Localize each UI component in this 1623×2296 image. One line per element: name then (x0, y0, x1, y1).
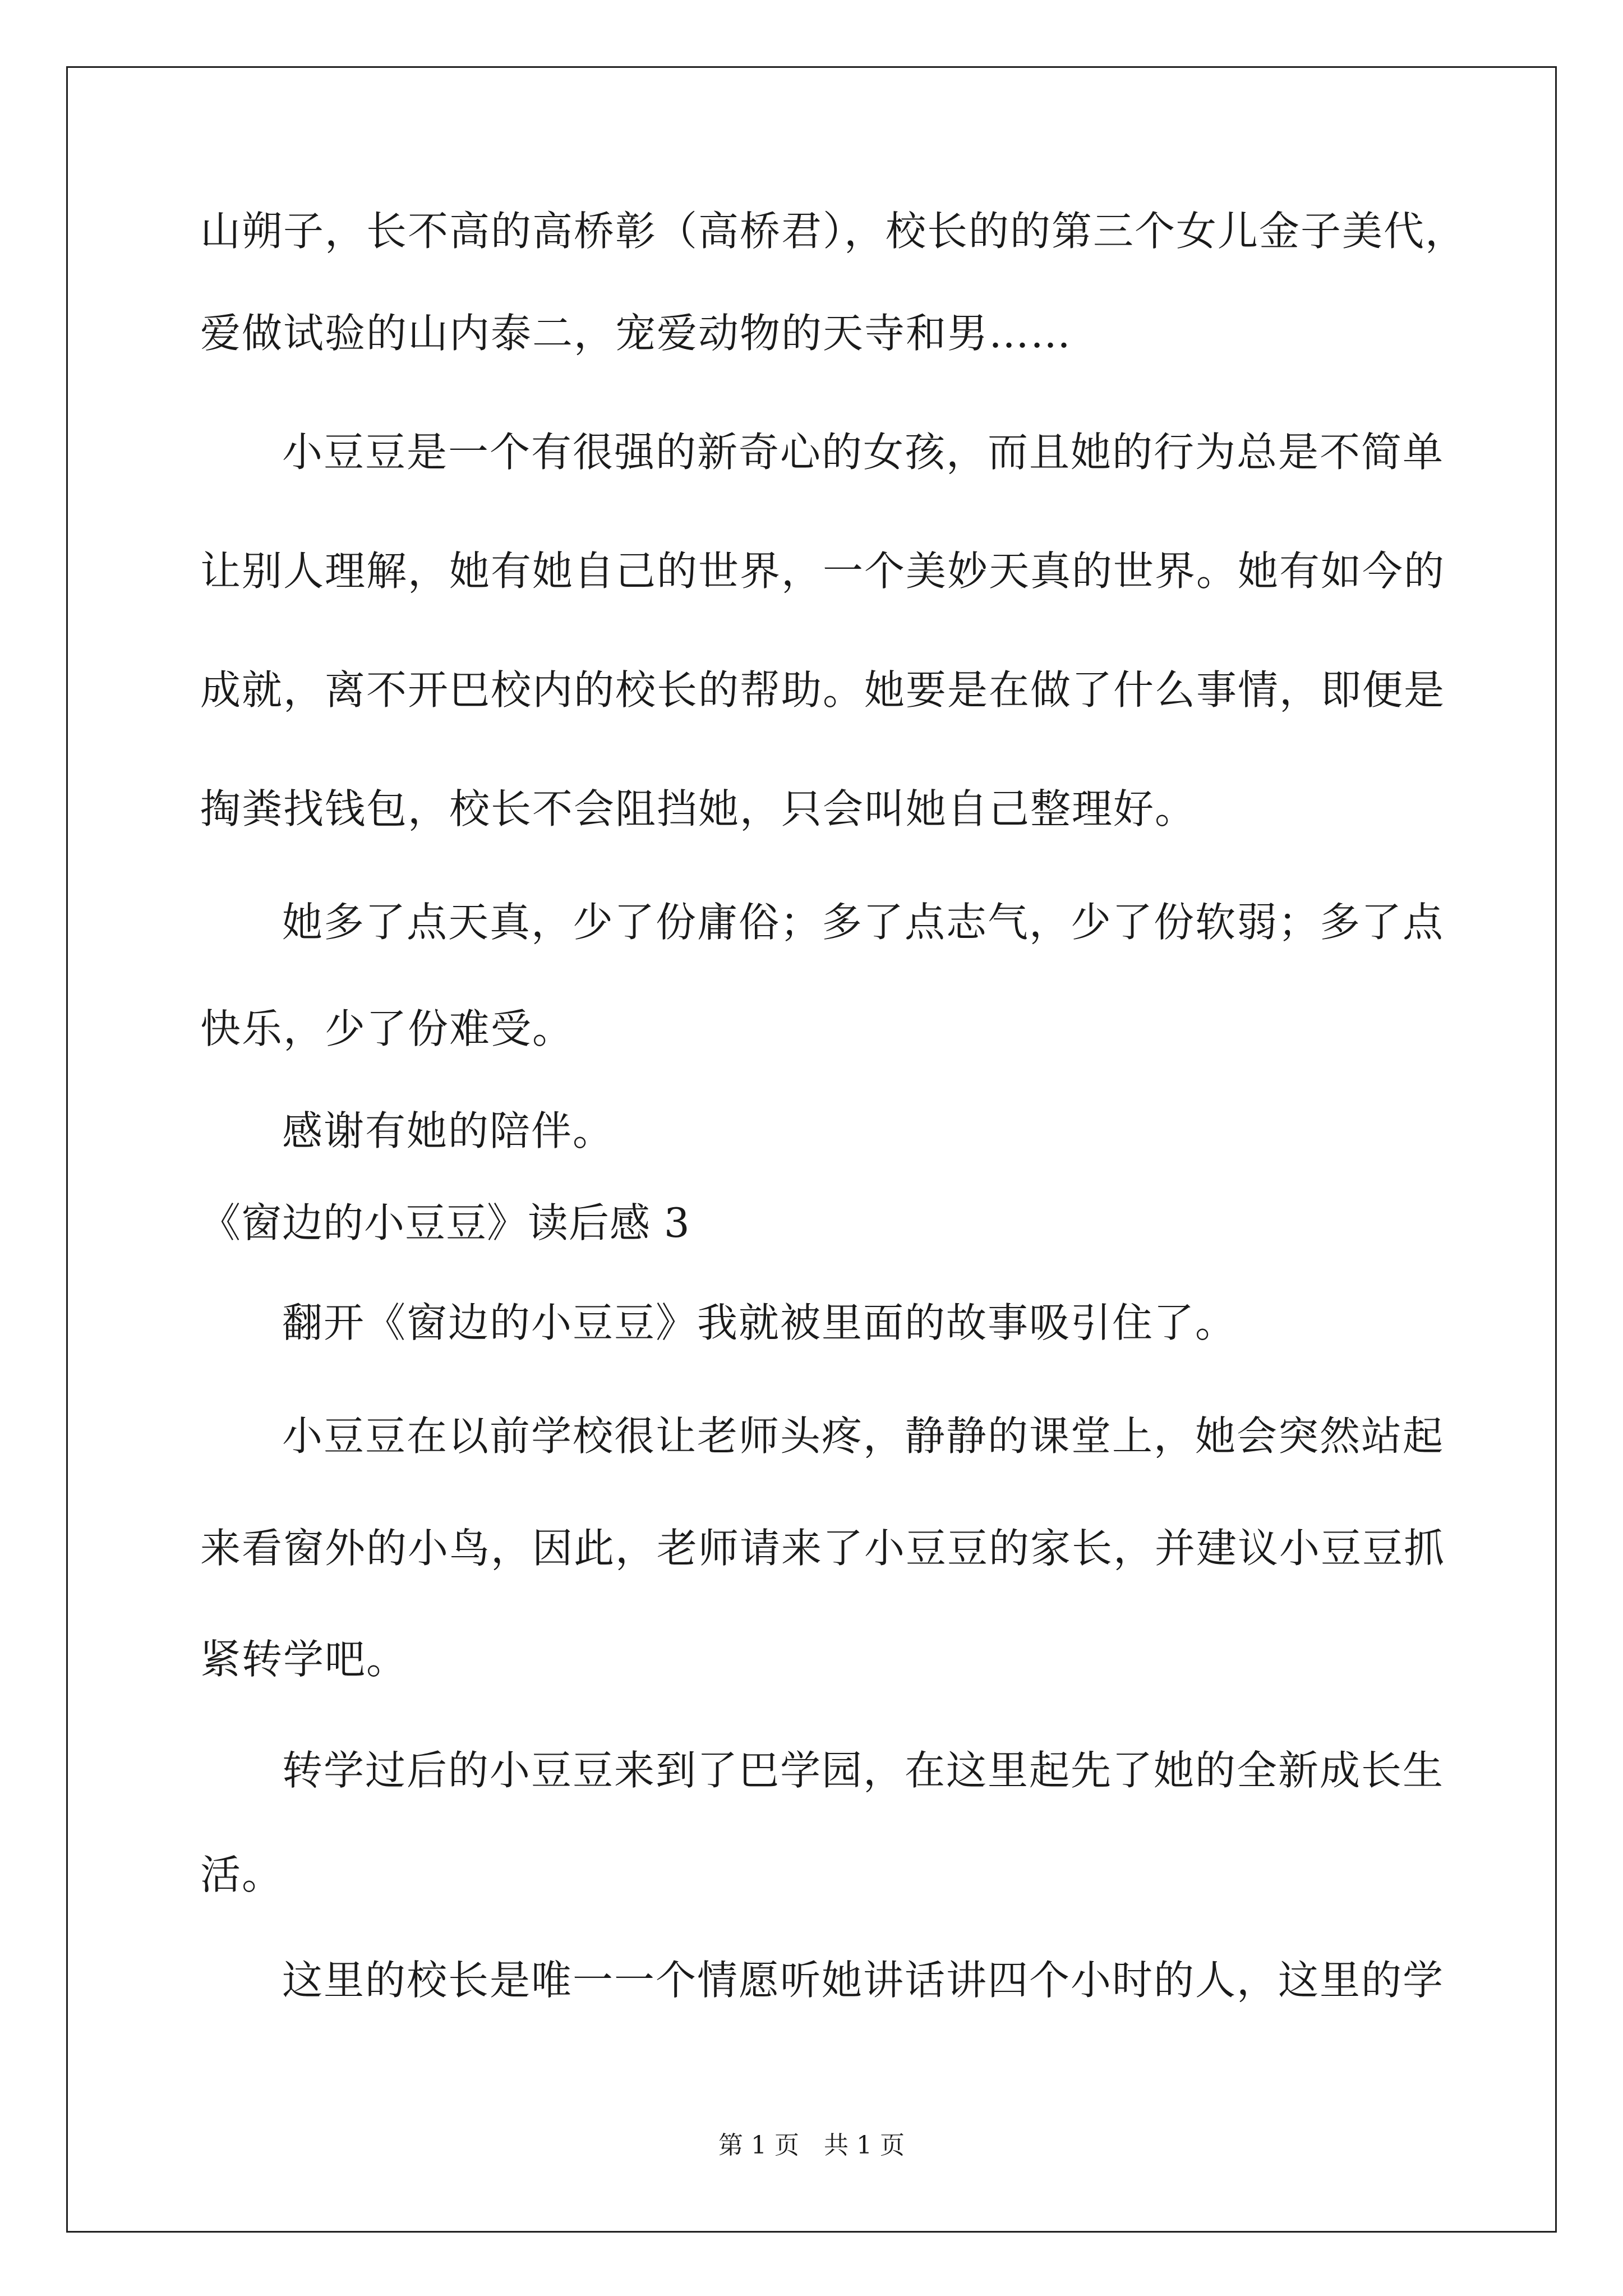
paragraph-start: 小豆豆在以前学校很让老师头疼，静静的课堂上，她会突然站起 (282, 1412, 1445, 1460)
text-line: 成就，离不开巴校内的校长的帮助。她要是在做了什么事情，即便是 (200, 666, 1446, 714)
text-line: 爱做试验的山内泰二，宠爱动物的天寺和男…… (200, 310, 1072, 357)
text-line: 山朔子，长不高的高桥彰（高桥君），校长的的第三个女儿金子美代， (200, 208, 1467, 255)
paragraph-start: 小豆豆是一个有很强的新奇心的女孩，而且她的行为总是不简单 (282, 429, 1445, 476)
text-line: 让别人理解，她有她自己的世界，一个美妙天真的世界。她有如今的 (200, 547, 1446, 595)
paragraph-start: 她多了点天真，少了份庸俗；多了点志气，少了份软弱；多了点 (282, 899, 1445, 946)
paragraph-start: 这里的校长是唯一一个情愿听她讲话讲四个小时的人，这里的学 (282, 1957, 1445, 2004)
paragraph-start: 转学过后的小豆豆来到了巴学园，在这里起先了她的全新成长生 (282, 1747, 1445, 1794)
text-line: 掏粪找钱包，校长不会阻挡她，只会叫她自己整理好。 (200, 785, 1197, 832)
text-line: 来看窗外的小鸟，因此，老师请来了小豆豆的家长，并建议小豆豆抓 (200, 1525, 1446, 1572)
section-heading: 《窗边的小豆豆》读后感 3 (200, 1199, 690, 1246)
text-line: 快乐，少了份难受。 (200, 1005, 574, 1052)
text-line: 活。 (200, 1851, 284, 1898)
paragraph-start: 翻开《窗边的小豆豆》我就被里面的故事吸引住了。 (282, 1299, 1237, 1346)
text-line: 紧转学吧。 (200, 1636, 408, 1683)
paragraph-start: 感谢有她的陪伴。 (282, 1107, 615, 1154)
page-number: 第 1 页 共 1 页 (718, 2131, 905, 2160)
